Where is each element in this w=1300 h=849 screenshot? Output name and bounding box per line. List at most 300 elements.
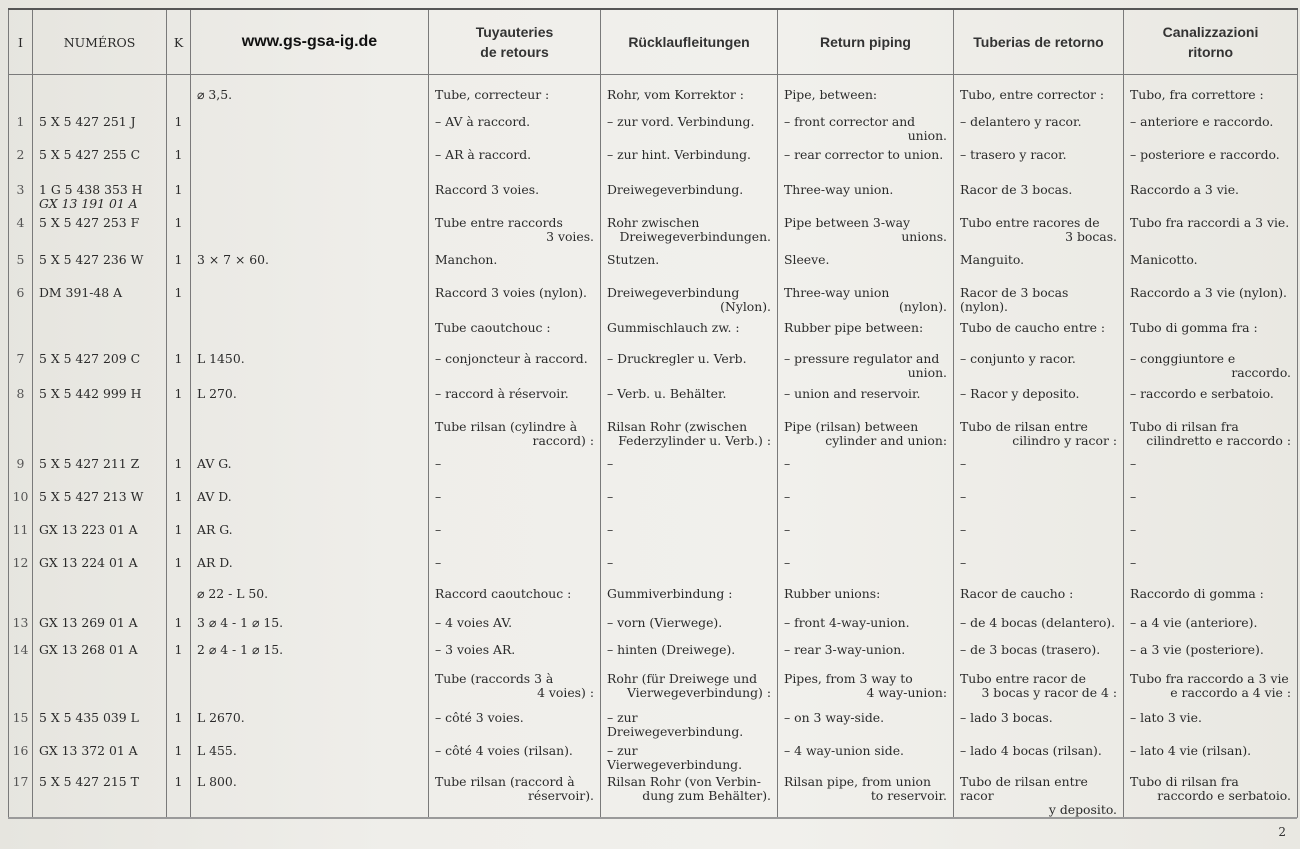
desc-spanish-text: Racor de caucho : xyxy=(960,586,1074,601)
desc-german xyxy=(601,85,778,112)
desc-spanish xyxy=(954,417,1124,454)
desc-english-text: Pipe, between: xyxy=(784,87,878,102)
part-number xyxy=(33,318,167,349)
desc-italian xyxy=(1124,283,1298,318)
row-index-text: 15 xyxy=(12,710,29,725)
desc-french-text: – 4 voies AV. xyxy=(435,615,513,630)
row-index-text: 1 xyxy=(16,114,25,129)
part-number-text: GX 13 223 01 A xyxy=(39,522,138,537)
row-index xyxy=(9,384,33,417)
desc-spanish-text: – conjunto y racor. xyxy=(960,351,1076,366)
dimension-text: AV G. xyxy=(197,456,232,471)
part-number xyxy=(33,640,167,669)
desc-english xyxy=(778,384,954,417)
desc-italian-text: – xyxy=(1130,456,1137,471)
desc-german-text: – xyxy=(607,489,614,504)
desc-german-continued: Vierwegeverbindung) : xyxy=(626,685,771,700)
desc-german xyxy=(601,669,778,708)
desc-german-text: – Druckregler u. Verb. xyxy=(607,351,747,366)
desc-italian-text: – raccordo e serbatoio. xyxy=(1130,386,1274,401)
desc-french xyxy=(429,180,601,213)
quantity-k-text: 1 xyxy=(174,114,183,129)
desc-english-text: Rubber unions: xyxy=(784,586,881,601)
part-number xyxy=(33,283,167,318)
desc-french xyxy=(429,640,601,669)
dimension-text: ⌀ 3,5. xyxy=(197,87,233,102)
desc-italian xyxy=(1124,213,1298,250)
desc-english xyxy=(778,741,954,772)
desc-german xyxy=(601,283,778,318)
desc-english xyxy=(778,283,954,318)
desc-english xyxy=(778,487,954,520)
dimension xyxy=(191,349,429,384)
quantity-k-text: 1 xyxy=(174,285,183,300)
header-italian-line1: Canalizzazioni xyxy=(1162,24,1259,40)
part-number-text: GX 13 224 01 A xyxy=(39,555,138,570)
dimension xyxy=(191,640,429,669)
desc-italian-text: – xyxy=(1130,489,1137,504)
desc-english xyxy=(778,613,954,640)
table-row xyxy=(9,708,1298,741)
quantity-k-text: 1 xyxy=(174,351,183,366)
desc-french-text: – conjoncteur à raccord. xyxy=(435,351,588,366)
dimension xyxy=(191,318,429,349)
bottom-rule xyxy=(8,818,1297,819)
desc-spanish-text: – xyxy=(960,555,967,570)
quantity-k xyxy=(167,283,191,318)
desc-french xyxy=(429,487,601,520)
quantity-k xyxy=(167,349,191,384)
part-number xyxy=(33,384,167,417)
table-header-row xyxy=(9,9,1298,75)
desc-french-text: – AV à raccord. xyxy=(435,114,531,129)
quantity-k-text: 1 xyxy=(174,642,183,657)
desc-italian-text: – xyxy=(1130,522,1137,537)
part-number-text: 5 X 5 427 209 C xyxy=(39,351,141,366)
desc-english xyxy=(778,584,954,613)
desc-english-text: – union and reservoir. xyxy=(784,386,921,401)
desc-french xyxy=(429,145,601,180)
row-index xyxy=(9,180,33,213)
dimension-text: 3 × 7 × 60. xyxy=(197,252,269,267)
desc-english-text: – on 3 way-side. xyxy=(784,710,885,725)
desc-italian xyxy=(1124,487,1298,520)
desc-french xyxy=(429,318,601,349)
part-number xyxy=(33,112,167,145)
dimension-text: 2 ⌀ 4 - 1 ⌀ 15. xyxy=(197,642,284,657)
desc-english-continued: cylinder and union: xyxy=(825,433,947,448)
table-row xyxy=(9,772,1298,818)
desc-english-text: – rear 3-way-union. xyxy=(784,642,906,657)
desc-french-text: Raccord 3 voies. xyxy=(435,182,540,197)
quantity-k xyxy=(167,250,191,283)
row-index-text: 14 xyxy=(12,642,29,657)
table-row xyxy=(9,553,1298,584)
quantity-k xyxy=(167,708,191,741)
desc-french-text: – xyxy=(435,522,442,537)
table-row xyxy=(9,145,1298,180)
table-row xyxy=(9,454,1298,487)
header-spanish: Tuberias de retorno xyxy=(954,9,1124,75)
quantity-k-text: 1 xyxy=(174,182,183,197)
desc-german xyxy=(601,553,778,584)
desc-german xyxy=(601,613,778,640)
row-index-text: 11 xyxy=(12,522,29,537)
desc-spanish xyxy=(954,487,1124,520)
desc-italian xyxy=(1124,669,1298,708)
row-index-text: 12 xyxy=(12,555,29,570)
part-number xyxy=(33,584,167,613)
desc-spanish-continued: 3 bocas. xyxy=(1065,229,1117,244)
desc-english-continued: unions. xyxy=(901,229,947,244)
desc-italian-text: Raccordo a 3 vie. xyxy=(1130,182,1239,197)
part-number xyxy=(33,741,167,772)
desc-french-continued: raccord) : xyxy=(532,433,594,448)
table-row xyxy=(9,487,1298,520)
desc-english-continued: to reservoir. xyxy=(870,788,947,803)
header-french xyxy=(429,9,601,75)
desc-german xyxy=(601,213,778,250)
desc-spanish-text: – trasero y racor. xyxy=(960,147,1067,162)
desc-french xyxy=(429,584,601,613)
desc-french xyxy=(429,384,601,417)
desc-italian xyxy=(1124,553,1298,584)
dimension xyxy=(191,180,429,213)
desc-french xyxy=(429,613,601,640)
dimension-text: L 2670. xyxy=(197,710,245,725)
desc-italian-text: – conggiuntore e xyxy=(1130,351,1236,366)
desc-french-text: Tube rilsan (cylindre à xyxy=(435,419,578,434)
desc-spanish-text: – lado 4 bocas (rilsan). xyxy=(960,743,1102,758)
desc-spanish-text: Tubo de caucho entre : xyxy=(960,320,1106,335)
dimension xyxy=(191,112,429,145)
desc-italian xyxy=(1124,640,1298,669)
desc-italian-text: – anteriore e raccordo. xyxy=(1130,114,1274,129)
dimension xyxy=(191,772,429,818)
desc-spanish xyxy=(954,85,1124,112)
desc-french-text: Tube, correcteur : xyxy=(435,87,550,102)
part-number-text: GX 13 372 01 A xyxy=(39,743,138,758)
dimension-text: L 1450. xyxy=(197,351,245,366)
desc-french-continued: réservoir). xyxy=(528,788,594,803)
desc-spanish-text: – Racor y deposito. xyxy=(960,386,1080,401)
quantity-k-text: 1 xyxy=(174,147,183,162)
part-number xyxy=(33,669,167,708)
row-index-text: 13 xyxy=(12,615,29,630)
desc-spanish xyxy=(954,250,1124,283)
part-number-text: 5 X 5 435 039 L xyxy=(39,710,139,725)
desc-german xyxy=(601,145,778,180)
watermark-url: www.gs-gsa-ig.de xyxy=(191,9,429,75)
dimension-text: L 270. xyxy=(197,386,237,401)
desc-german-text: – zur Vierwegeverbindung. xyxy=(607,743,743,772)
part-number-text: GX 13 268 01 A xyxy=(39,642,138,657)
desc-german-text: – zur Dreiwegeverbindung. xyxy=(607,710,744,739)
desc-german xyxy=(601,520,778,553)
desc-spanish xyxy=(954,553,1124,584)
desc-english xyxy=(778,85,954,112)
table-row xyxy=(9,318,1298,349)
row-index-text: 8 xyxy=(16,386,25,401)
quantity-k-text: 1 xyxy=(174,252,183,267)
part-number xyxy=(33,85,167,112)
row-index-text: 16 xyxy=(12,743,29,758)
desc-italian-text: – a 4 vie (anteriore). xyxy=(1130,615,1258,630)
desc-spanish-text: Tubo de rilsan entre racor xyxy=(960,774,1088,803)
desc-english xyxy=(778,180,954,213)
desc-spanish xyxy=(954,708,1124,741)
table-row xyxy=(9,349,1298,384)
desc-spanish-continued: cilindro y racor : xyxy=(1012,433,1117,448)
desc-italian-text: Manicotto. xyxy=(1130,252,1198,267)
desc-italian xyxy=(1124,85,1298,112)
desc-german xyxy=(601,772,778,818)
dimension-text: L 800. xyxy=(197,774,237,789)
parts-table xyxy=(8,8,1298,818)
desc-french-text: – xyxy=(435,456,442,471)
part-number-text: 5 X 5 427 213 W xyxy=(39,489,144,504)
part-number-text: GX 13 269 01 A xyxy=(39,615,138,630)
desc-spanish-continued: 3 bocas y racor de 4 : xyxy=(981,685,1117,700)
quantity-k xyxy=(167,417,191,454)
desc-italian-text: – posteriore e raccordo. xyxy=(1130,147,1280,162)
dimension-text: AV D. xyxy=(197,489,232,504)
row-index xyxy=(9,553,33,584)
desc-german xyxy=(601,640,778,669)
desc-english xyxy=(778,145,954,180)
dimension xyxy=(191,250,429,283)
desc-french xyxy=(429,417,601,454)
quantity-k xyxy=(167,613,191,640)
table-row xyxy=(9,417,1298,454)
desc-spanish-text: Tubo entre racores de xyxy=(960,215,1100,230)
quantity-k-text: 1 xyxy=(174,456,183,471)
desc-english-text: – front 4-way-union. xyxy=(784,615,910,630)
desc-french xyxy=(429,741,601,772)
header-english: Return piping xyxy=(778,9,954,75)
part-number-alt: GX 13 191 01 A xyxy=(39,196,138,211)
desc-french-text: Manchon. xyxy=(435,252,498,267)
header-french-line2: de retours xyxy=(480,44,549,60)
desc-french xyxy=(429,85,601,112)
desc-spanish xyxy=(954,454,1124,487)
desc-italian-text: – a 3 vie (posteriore). xyxy=(1130,642,1264,657)
quantity-k xyxy=(167,112,191,145)
desc-french-text: Tube caoutchouc : xyxy=(435,320,551,335)
dimension xyxy=(191,741,429,772)
table-row xyxy=(9,384,1298,417)
desc-english xyxy=(778,454,954,487)
desc-german xyxy=(601,741,778,772)
desc-french xyxy=(429,772,601,818)
desc-german-text: – vorn (Vierwege). xyxy=(607,615,723,630)
desc-german-text: – xyxy=(607,555,614,570)
desc-italian-continued: e raccordo a 4 vie : xyxy=(1170,685,1291,700)
desc-english-text: Three-way union. xyxy=(784,182,894,197)
desc-spanish xyxy=(954,112,1124,145)
part-number-text: 5 X 5 427 255 C xyxy=(39,147,141,162)
desc-spanish-continued: y deposito. xyxy=(1048,802,1117,817)
desc-spanish-text: – xyxy=(960,456,967,471)
desc-german xyxy=(601,584,778,613)
desc-german xyxy=(601,180,778,213)
row-index-text: 7 xyxy=(16,351,25,366)
desc-french xyxy=(429,454,601,487)
desc-english-continued: union. xyxy=(907,365,947,380)
dimension-text: ⌀ 22 - L 50. xyxy=(197,586,269,601)
part-number xyxy=(33,145,167,180)
quantity-k xyxy=(167,180,191,213)
desc-english xyxy=(778,772,954,818)
part-number-text: 5 X 5 427 251 J xyxy=(39,114,136,129)
desc-italian-text: Tubo di rilsan fra xyxy=(1130,774,1239,789)
quantity-k-text: 1 xyxy=(174,774,183,789)
desc-italian xyxy=(1124,613,1298,640)
row-index xyxy=(9,112,33,145)
desc-spanish-text: – xyxy=(960,522,967,537)
row-index-text: 2 xyxy=(16,147,25,162)
table-row xyxy=(9,180,1298,213)
desc-french-continued: 3 voies. xyxy=(546,229,594,244)
quantity-k xyxy=(167,85,191,112)
desc-spanish xyxy=(954,772,1124,818)
desc-italian xyxy=(1124,708,1298,741)
desc-german-text: Dreiwegeverbindung. xyxy=(607,182,744,197)
desc-english-text: Three-way union xyxy=(784,285,890,300)
desc-french-text: – xyxy=(435,555,442,570)
dimension xyxy=(191,417,429,454)
desc-german xyxy=(601,417,778,454)
quantity-k-text: 1 xyxy=(174,615,183,630)
part-number xyxy=(33,520,167,553)
desc-italian-text: – xyxy=(1130,555,1137,570)
dimension-text: L 455. xyxy=(197,743,237,758)
desc-english-continued: (nylon). xyxy=(899,299,947,314)
header-k: K xyxy=(167,9,191,75)
page-number: 2 xyxy=(1278,825,1286,839)
part-number xyxy=(33,613,167,640)
desc-italian xyxy=(1124,741,1298,772)
desc-french xyxy=(429,349,601,384)
desc-spanish xyxy=(954,318,1124,349)
desc-french-text: – côté 4 voies (rilsan). xyxy=(435,743,573,758)
desc-french xyxy=(429,213,601,250)
desc-spanish xyxy=(954,384,1124,417)
desc-spanish-text: – lado 3 bocas. xyxy=(960,710,1053,725)
desc-spanish-text: Racor de 3 bocas (nylon). xyxy=(960,285,1069,314)
desc-french xyxy=(429,520,601,553)
row-index xyxy=(9,145,33,180)
header-german: Rücklaufleitungen xyxy=(601,9,778,75)
desc-german xyxy=(601,250,778,283)
quantity-k-text: 1 xyxy=(174,386,183,401)
table-row xyxy=(9,584,1298,613)
desc-german-text: – hinten (Dreiwege). xyxy=(607,642,736,657)
dimension xyxy=(191,454,429,487)
desc-spanish xyxy=(954,180,1124,213)
row-index-text: 4 xyxy=(16,215,25,230)
desc-english-continued: 4 way-union: xyxy=(866,685,947,700)
desc-spanish xyxy=(954,213,1124,250)
dimension-text: AR D. xyxy=(197,555,233,570)
desc-italian-continued: raccordo. xyxy=(1231,365,1291,380)
dimension xyxy=(191,213,429,250)
part-number xyxy=(33,454,167,487)
dimension xyxy=(191,584,429,613)
desc-italian xyxy=(1124,417,1298,454)
desc-english-text: – xyxy=(784,489,791,504)
desc-french xyxy=(429,283,601,318)
desc-spanish-text: Manguito. xyxy=(960,252,1025,267)
quantity-k xyxy=(167,669,191,708)
row-index xyxy=(9,669,33,708)
desc-italian xyxy=(1124,584,1298,613)
desc-english-text: – xyxy=(784,555,791,570)
row-index xyxy=(9,741,33,772)
desc-french-text: Raccord 3 voies (nylon). xyxy=(435,285,587,300)
part-number xyxy=(33,417,167,454)
desc-italian xyxy=(1124,112,1298,145)
header-italian-line2: ritorno xyxy=(1187,44,1234,60)
desc-german-text: Rohr, vom Korrektor : xyxy=(607,87,744,102)
desc-spanish xyxy=(954,613,1124,640)
desc-french-text: Tube entre raccords xyxy=(435,215,563,230)
quantity-k xyxy=(167,553,191,584)
desc-spanish-text: – delantero y racor. xyxy=(960,114,1082,129)
dimension xyxy=(191,85,429,112)
desc-english-text: – pressure regulator and xyxy=(784,351,940,366)
desc-english-text: – front corrector and xyxy=(784,114,916,129)
desc-german-text: – xyxy=(607,456,614,471)
dimension xyxy=(191,384,429,417)
desc-italian-continued: cilindretto e raccordo : xyxy=(1146,433,1291,448)
desc-spanish-text: Tubo entre racor de xyxy=(960,671,1086,686)
desc-italian xyxy=(1124,454,1298,487)
desc-spanish xyxy=(954,640,1124,669)
desc-english xyxy=(778,112,954,145)
dimension xyxy=(191,613,429,640)
dimension xyxy=(191,553,429,584)
part-number xyxy=(33,487,167,520)
desc-french-text: Tube (raccords 3 à xyxy=(435,671,554,686)
header-numeros: NUMÉROS xyxy=(33,9,167,75)
header-index: I xyxy=(9,9,33,75)
dimension xyxy=(191,520,429,553)
table-row xyxy=(9,640,1298,669)
part-number xyxy=(33,772,167,818)
row-index xyxy=(9,584,33,613)
desc-italian-text: Raccordo di gomma : xyxy=(1130,586,1264,601)
desc-german xyxy=(601,487,778,520)
desc-english-text: Pipe between 3-way xyxy=(784,215,910,230)
quantity-k xyxy=(167,213,191,250)
part-number-text: DM 391-48 A xyxy=(39,285,123,300)
part-number-text: 5 X 5 427 253 F xyxy=(39,215,140,230)
quantity-k xyxy=(167,640,191,669)
desc-italian xyxy=(1124,250,1298,283)
desc-english-text: – xyxy=(784,522,791,537)
quantity-k xyxy=(167,487,191,520)
desc-english xyxy=(778,708,954,741)
desc-spanish-text: – de 4 bocas (delantero). xyxy=(960,615,1116,630)
desc-english-text: Sleeve. xyxy=(784,252,830,267)
desc-french-text: – côté 3 voies. xyxy=(435,710,524,725)
desc-german-continued: Federzylinder u. Verb.) : xyxy=(618,433,771,448)
desc-italian-continued: raccordo e serbatoio. xyxy=(1157,788,1291,803)
table-row xyxy=(9,520,1298,553)
desc-german-continued: (Nylon). xyxy=(720,299,771,314)
row-index xyxy=(9,349,33,384)
